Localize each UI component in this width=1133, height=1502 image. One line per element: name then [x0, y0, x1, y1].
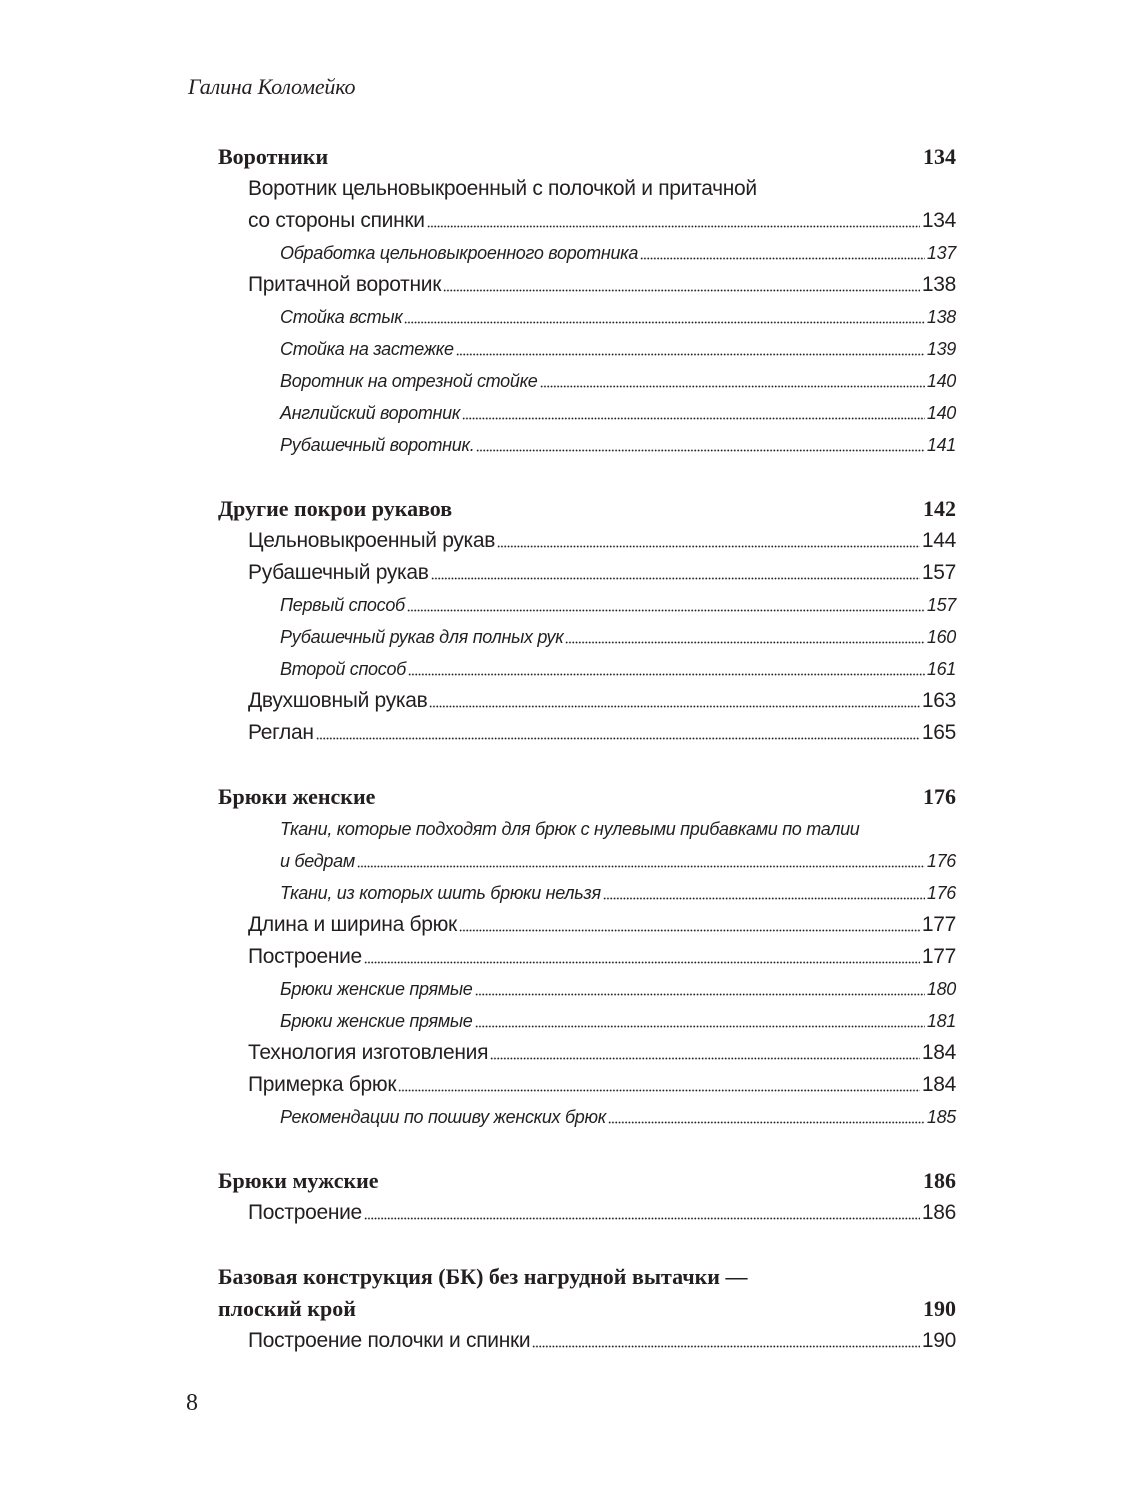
entry-page-number: 141	[926, 434, 956, 455]
entry-title: Обработка цельновыкроенного воротника	[280, 242, 639, 263]
dot-leader	[357, 860, 925, 868]
page-number: 8	[186, 1390, 198, 1416]
toc-entry[interactable]	[218, 525, 956, 557]
toc-entry[interactable]	[218, 941, 956, 973]
entry-title: Притачной воротник	[248, 273, 442, 296]
entry-title: Ткани, которые подходят для брюк с нулевыми прибавками по талии	[280, 818, 860, 839]
entry-page-number: 177	[921, 913, 956, 936]
entry-title: Рекомендации по пошиву женских брюк	[280, 1106, 606, 1127]
entry-title: Длина и ширина брюк	[248, 913, 457, 936]
section-title: Брюки мужские	[218, 1168, 379, 1193]
running-head-author: Галина Коломейко	[188, 74, 356, 99]
entry-page-number: 163	[921, 689, 956, 712]
entry-page-number: 134	[921, 209, 956, 232]
entry-page-number: 184	[921, 1041, 956, 1064]
dot-leader	[476, 444, 924, 452]
toc-entry[interactable]	[218, 685, 956, 717]
section-title: Другие покрои рукавов	[218, 496, 453, 521]
section-title: Воротники	[218, 144, 329, 169]
dot-leader	[407, 604, 925, 612]
toc-entry[interactable]	[218, 429, 956, 461]
section-heading[interactable]	[218, 141, 956, 173]
entry-title: Стойка встык	[280, 306, 403, 327]
toc-entry[interactable]	[218, 1325, 956, 1357]
section-page-number: 186	[923, 1168, 956, 1193]
toc-entry[interactable]	[218, 1037, 956, 1069]
toc-entry[interactable]	[218, 557, 956, 589]
section-heading[interactable]	[218, 1261, 956, 1293]
section-heading[interactable]	[218, 1293, 956, 1325]
entry-title: Второй способ	[280, 658, 406, 679]
entry-page-number: 165	[921, 721, 956, 744]
entry-page-number: 181	[926, 1010, 956, 1031]
dot-leader	[364, 1212, 920, 1220]
toc-section	[218, 781, 956, 1133]
dot-leader	[427, 220, 920, 228]
toc-entry[interactable]	[218, 1005, 956, 1037]
dot-leader	[490, 1052, 920, 1060]
toc-entry[interactable]	[218, 365, 956, 397]
entry-title: Первый способ	[280, 594, 405, 615]
dot-leader	[443, 284, 920, 292]
entry-title: Реглан	[248, 721, 314, 744]
dot-leader	[565, 636, 924, 644]
entry-title: Брюки женские прямые	[280, 1010, 473, 1031]
toc-entry[interactable]	[218, 1069, 956, 1101]
section-title: Базовая конструкция (БК) без нагрудной вытачки —	[218, 1264, 748, 1289]
toc-entry[interactable]	[218, 973, 956, 1005]
toc-entry[interactable]	[218, 589, 956, 621]
entry-title: Брюки женские прямые	[280, 978, 473, 999]
entry-title: Построение	[248, 945, 362, 968]
entry-page-number: 144	[921, 529, 956, 552]
entry-title: Воротник цельновыкроенный с полочкой и притачной	[248, 177, 757, 200]
entry-title: Рубашечный рукав для полных рук	[280, 626, 564, 647]
entry-page-number: 139	[926, 338, 956, 359]
entry-page-number: 184	[921, 1073, 956, 1096]
entry-title: Построение полочки и спинки	[248, 1329, 531, 1352]
entry-title: со стороны спинки	[248, 209, 425, 232]
entry-page-number: 137	[926, 242, 956, 263]
dot-leader	[364, 956, 920, 964]
dot-leader	[475, 988, 925, 996]
section-heading[interactable]	[218, 1165, 956, 1197]
entry-title: Цельновыкроенный рукав	[248, 529, 496, 552]
toc-entry-line[interactable]	[218, 173, 956, 205]
entry-page-number: 140	[926, 370, 956, 391]
entry-title: Рубашечный воротник.	[280, 434, 475, 455]
dot-leader	[475, 1020, 925, 1028]
toc-entry[interactable]	[218, 621, 956, 653]
toc-section	[218, 493, 956, 749]
toc-entry[interactable]	[218, 845, 956, 877]
entry-page-number: 176	[926, 882, 956, 903]
dot-leader	[456, 348, 925, 356]
toc-section	[218, 1261, 956, 1357]
toc-entry[interactable]	[218, 877, 956, 909]
toc-entry[interactable]	[218, 301, 956, 333]
entry-page-number: 157	[921, 561, 956, 584]
dot-leader	[398, 1084, 920, 1092]
entry-page-number: 138	[921, 273, 956, 296]
dot-leader	[540, 380, 925, 388]
entry-page-number: 185	[926, 1106, 956, 1127]
entry-page-number: 180	[926, 978, 956, 999]
toc-entry[interactable]	[218, 237, 956, 269]
section-page-number: 142	[923, 496, 956, 521]
dot-leader	[608, 1116, 925, 1124]
section-title: плоский крой	[218, 1296, 356, 1321]
dot-leader	[603, 892, 925, 900]
table-of-contents	[218, 141, 956, 1389]
entry-title: Технология изготовления	[248, 1041, 489, 1064]
dot-leader	[459, 924, 920, 932]
dot-leader	[462, 412, 925, 420]
toc-entry[interactable]	[218, 1101, 956, 1133]
entry-page-number: 160	[926, 626, 956, 647]
toc-entry[interactable]	[218, 717, 956, 749]
entry-title: Ткани, из которых шить брюки нельзя	[280, 882, 601, 903]
section-page-number: 190	[923, 1296, 956, 1321]
entry-title: Примерка брюк	[248, 1073, 397, 1096]
entry-page-number: 140	[926, 402, 956, 423]
section-page-number: 176	[923, 784, 956, 809]
toc-section	[218, 1165, 956, 1229]
dot-leader	[532, 1340, 920, 1348]
entry-title: Стойка на застежке	[280, 338, 454, 359]
toc-entry[interactable]	[218, 653, 956, 685]
entry-title: Английский воротник	[280, 402, 461, 423]
section-title: Брюки женские	[218, 784, 376, 809]
entry-page-number: 161	[926, 658, 956, 679]
entry-page-number: 190	[921, 1329, 956, 1352]
toc-entry[interactable]	[218, 1197, 956, 1229]
dot-leader	[431, 572, 920, 580]
entry-title: Построение	[248, 1201, 362, 1224]
entry-title: Воротник на отрезной стойке	[280, 370, 538, 391]
dot-leader	[316, 732, 920, 740]
dot-leader	[408, 668, 925, 676]
entry-page-number: 177	[921, 945, 956, 968]
section-page-number: 134	[923, 144, 956, 169]
entry-page-number: 186	[921, 1201, 956, 1224]
toc-entry[interactable]	[218, 909, 956, 941]
entry-title: и бедрам	[280, 850, 355, 871]
section-heading[interactable]	[218, 781, 956, 813]
dot-leader	[640, 252, 925, 260]
dot-leader	[497, 540, 920, 548]
entry-title: Двухшовный рукав	[248, 689, 428, 712]
toc-entry[interactable]	[218, 397, 956, 429]
entry-title: Рубашечный рукав	[248, 561, 429, 584]
toc-entry[interactable]	[218, 205, 956, 237]
toc-entry-line[interactable]	[218, 813, 956, 845]
toc-entry[interactable]	[218, 269, 956, 301]
entry-page-number: 157	[926, 594, 956, 615]
dot-leader	[429, 700, 919, 708]
dot-leader	[404, 316, 924, 324]
section-heading[interactable]	[218, 493, 956, 525]
entry-page-number: 138	[926, 306, 956, 327]
toc-section	[218, 141, 956, 461]
toc-entry[interactable]	[218, 333, 956, 365]
entry-page-number: 176	[926, 850, 956, 871]
